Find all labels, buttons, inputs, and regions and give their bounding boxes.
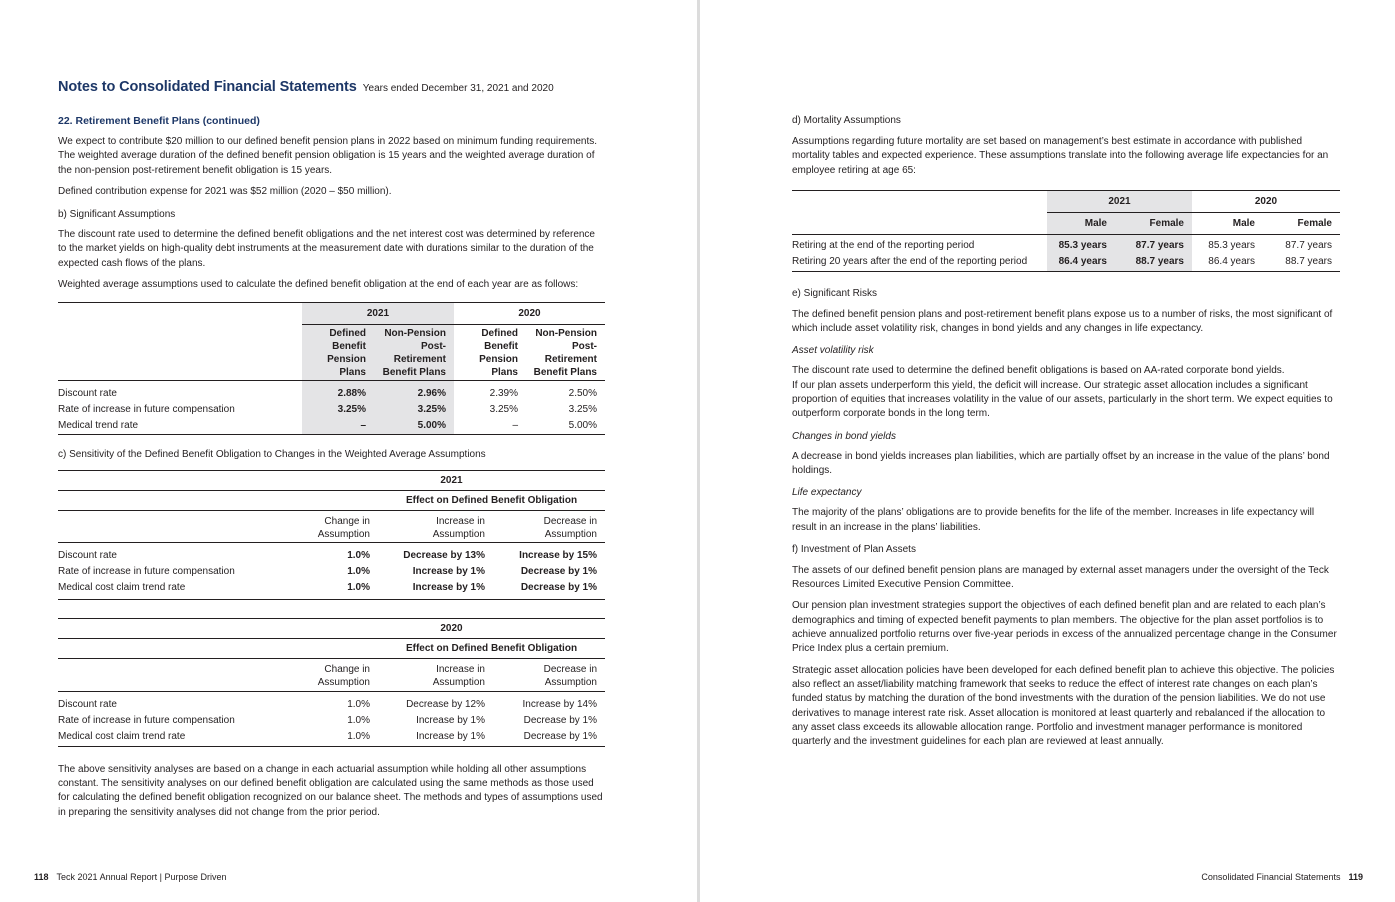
paragraph: Our pension plan investment strategies support the objectives of each defined benefit plan and are related to each plan’s demographics and timing of expected benefit payments to plan members. The objective for the plan asset portfolios is to achieve annualized portfolio returns over five-year periods in excess of the annualized percentage change in the Consumer Price Index plus a certain premium. bbox=[792, 600, 1337, 655]
table-row: Medical cost claim trend rate 1.0% Increase by 1% Decrease by 1% bbox=[58, 580, 605, 600]
col-header-change: Change in Assumption bbox=[317, 664, 370, 689]
mortality-table bbox=[792, 190, 1340, 272]
paragraph: The discount rate used to determine the defined benefit obligations is based on AA-rated corporate bond yields. If our plan assets underperform this yield, the deficit will increase. Our strategic asset allocation includes a significant proportion of equities that increases volatility in the value of our assets, particularly in the short term. We expect equities to outperform corporate bonds in the long term. bbox=[792, 365, 1333, 420]
table-year-header: 2020 bbox=[454, 303, 605, 325]
paragraph: We expect to contribute $20 million to our defined benefit pension plans in 2022 based on minimum funding requirements. The weighted average duration of the defined benefit pension obligation is 15 years and the weighted average duration of the non-pension post-retirement benefit obligation is 15 years. bbox=[58, 136, 598, 176]
right-column bbox=[792, 115, 1340, 756]
col-header-decrease: Decrease in Assumption bbox=[543, 515, 597, 540]
table-row: Medical trend rate – 5.00% – 5.00% bbox=[58, 418, 605, 435]
page-title: Notes to Consolidated Financial Statements bbox=[58, 79, 357, 95]
paragraph: The discount rate used to determine the defined benefit obligations and the net interest cost was determined by reference to the market yields on high-quality debt instruments at the measurement date with durations similar to the duration of the expected cash flows of the plans. bbox=[58, 229, 595, 269]
italic-subheading: Life expectancy bbox=[792, 487, 862, 499]
table-year-header: 2021 bbox=[440, 474, 463, 486]
subsection-heading: f) Investment of Plan Assets bbox=[792, 543, 916, 555]
section-title: 22. Retirement Benefit Plans (continued) bbox=[58, 115, 260, 127]
col-header-male: Male bbox=[1232, 217, 1255, 229]
col-header-pension: Defined Benefit Pension Plans bbox=[302, 325, 374, 381]
page-heading bbox=[58, 79, 605, 95]
col-header-male: Male bbox=[1047, 212, 1115, 234]
table-year-header: 2020 bbox=[1192, 190, 1340, 212]
table-row: Rate of increase in future compensation 1.0% Increase by 1% Decrease by 1% bbox=[58, 566, 597, 578]
subsection-heading: c) Sensitivity of the Defined Benefit Obligation to Changes in the Weighted Average Assumptions bbox=[58, 448, 486, 460]
paragraph: The assets of our defined benefit pension plans are managed by external asset managers under the oversight of the Teck Resources Limited Executive Pension Committee. bbox=[792, 564, 1329, 591]
paragraph: The above sensitivity analyses are based on a change in each actuarial assumption while holding all other assumptions constant. The sensitivity analyses on our defined benefit obligation are calculated using the same methods as those used for calculating the defined benefit obligation recognized on our balance sheet. The methods and types of assumptions used in preparing the sensitivity analyses did not change from the prior period. bbox=[58, 763, 603, 818]
col-header-increase: Increase in Assumption bbox=[432, 664, 485, 689]
paragraph: Strategic asset allocation policies have been developed for each defined benefit plan to achieve this objective. The policies also reflect an asset/liability matching framework that seeks to reduce the effect of interest rate changes on each plan’s funded status by matching the duration of the bond investments with the duration of the pension liabilities. We do not use derivatives to manage interest rate risk. Asset allocation is monitored at least quarterly and rebalanced if the allocation to any asset class exceeds its allowable allocation range. Portfolio and investment manager performance is monitored quarterly and the investment guidelines for each plan are reviewed at least annually. bbox=[792, 664, 1335, 748]
page-subtitle: Years ended December 31, 2021 and 2020 bbox=[362, 83, 554, 94]
effect-header: Effect on Defined Benefit Obligation bbox=[405, 494, 578, 506]
paragraph: Defined contribution expense for 2021 was $52 million (2020 – $50 million). bbox=[58, 185, 392, 197]
paragraph: Assumptions regarding future mortality are set based on management’s best estimate in accordance with published mortality tables and expected experience. These assumptions translate into the following average life expectancies for an employee retiring at age 65: bbox=[792, 136, 1329, 176]
col-header-female: Female bbox=[1115, 212, 1192, 234]
table-year-header: 2021 bbox=[1047, 190, 1192, 212]
col-header-nonpension: Non-Pension Post- Retirement Benefit Plans bbox=[374, 325, 454, 381]
page-number: 118 bbox=[34, 872, 49, 882]
table-row: Retiring at the end of the reporting period 85.3 years 87.7 years 85.3 years 87.7 years bbox=[792, 234, 1340, 253]
paragraph: Weighted average assumptions used to calculate the defined benefit obligation at the end of each year are as follows: bbox=[58, 279, 579, 291]
italic-subheading: Changes in bond yields bbox=[792, 430, 896, 442]
sensitivity-table-2021 bbox=[58, 470, 605, 601]
subsection-heading: b) Significant Assumptions bbox=[58, 209, 176, 221]
table-row: Retiring 20 years after the end of the reporting period 86.4 years 88.7 years 86.4 years 88.7 years bbox=[792, 253, 1340, 271]
left-column bbox=[58, 79, 605, 827]
subsection-heading: e) Significant Risks bbox=[792, 287, 878, 299]
right-page bbox=[700, 0, 1395, 902]
paragraph: The defined benefit pension plans and post-retirement benefit plans expose us to a number of risks, the most significant of which include asset volatility risk, changes in bond yields and any changes in life expectancy. bbox=[792, 308, 1333, 335]
table-row: Medical cost claim trend rate 1.0% Increase by 1% Decrease by 1% bbox=[58, 728, 605, 746]
paragraph: A decrease in bond yields increases plan liabilities, which are partially offset by an increase in the value of the plans’ bond holdings. bbox=[792, 450, 1330, 476]
assumptions-table bbox=[58, 302, 605, 435]
table-year-header: 2021 bbox=[302, 303, 454, 325]
col-header-increase: Increase in Assumption bbox=[432, 515, 485, 540]
table-row: Discount rate 1.0% Decrease by 13% Increase by 15% bbox=[58, 550, 597, 562]
page-footer bbox=[34, 872, 226, 882]
table-year-header: 2020 bbox=[440, 623, 463, 635]
subsection-heading: d) Mortality Assumptions bbox=[792, 115, 901, 126]
italic-subheading: Asset volatility risk bbox=[792, 345, 874, 357]
page-footer bbox=[1201, 872, 1363, 882]
sensitivity-table-2020 bbox=[58, 618, 605, 747]
paragraph: The majority of the plans’ obligations are to provide benefits for the life of the member. Increases in life expectancy will result in an increase in the plans’ liabilities. bbox=[792, 507, 1315, 533]
table-row: Discount rate 2.88% 2.96% 2.39% 2.50% bbox=[58, 381, 605, 402]
page-number: 119 bbox=[1348, 872, 1363, 882]
col-header-change: Change in Assumption bbox=[317, 515, 370, 540]
table-row: Rate of increase in future compensation 1.0% Increase by 1% Decrease by 1% bbox=[58, 714, 597, 726]
table-row: Discount rate 1.0% Decrease by 12% Increase by 14% bbox=[58, 698, 597, 710]
col-header-decrease: Decrease in Assumption bbox=[543, 664, 597, 689]
col-header-nonpension: Non-Pension Post- Retirement Benefit Plans bbox=[533, 327, 597, 378]
effect-header: Effect on Defined Benefit Obligation bbox=[405, 643, 578, 655]
table-row: Rate of increase in future compensation 3.25% 3.25% 3.25% 3.25% bbox=[58, 402, 605, 418]
footer-text: Consolidated Financial Statements bbox=[1201, 872, 1341, 882]
footer-text: Teck 2021 Annual Report | Purpose Driven bbox=[56, 872, 227, 882]
col-header-female: Female bbox=[1297, 217, 1332, 229]
col-header-pension: Defined Benefit Pension Plans bbox=[479, 327, 518, 378]
